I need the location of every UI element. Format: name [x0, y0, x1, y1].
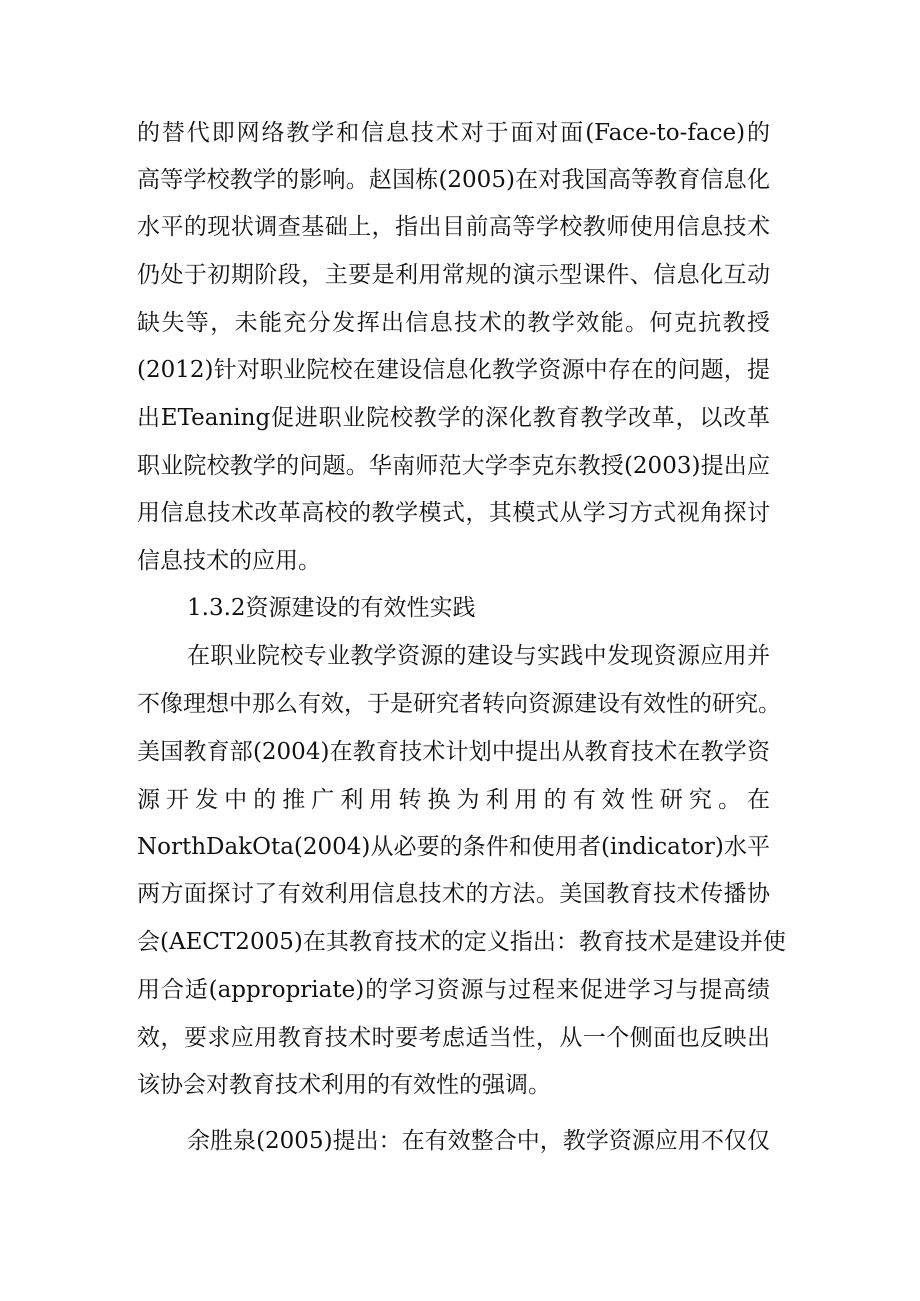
text-line: 水平的现状调查基础上，指出目前高等学校教师使用信息技术 — [137, 214, 770, 240]
text-line: 两方面探讨了有效利用信息技术的方法。美国教育技术传播协 — [137, 881, 770, 907]
text-line: 信息技术的应用。 — [137, 548, 321, 574]
section-heading: 1.3.2资源建设的有效性实践 — [187, 595, 476, 621]
text-line: 该协会对教育技术利用的有效性的强调。 — [137, 1072, 551, 1098]
text-line: 缺失等，未能充分发挥出信息技术的教学效能。何克抗教授 — [137, 310, 770, 336]
text-line: 出ETeaning促进职业院校教学的深化教育教学改革，以改革 — [137, 405, 770, 431]
text-line: 高等学校教学的影响。赵国栋(2005)在对我国高等教育信息化 — [137, 167, 770, 193]
text-line: 余胜泉(2005)提出：在有效整合中，教学资源应用不仅仅 — [187, 1128, 770, 1154]
text-line: 用合适(appropriate)的学习资源与过程来促进学习与提高绩 — [137, 977, 770, 1003]
text-line: 源开发中的推广利用转换为利用的有效性研究。在 — [137, 787, 770, 813]
text-line: 效，要求应用教育技术时要考虑适当性，从一个侧面也反映出 — [137, 1025, 770, 1051]
text-line: 在职业院校专业教学资源的建设与实践中发现资源应用并 — [187, 643, 770, 669]
text-line: 会(AECT2005)在其教育技术的定义指出：教育技术是建设并使 — [137, 929, 786, 955]
text-line: 职业院校教学的问题。华南师范大学李克东教授(2003)提出应 — [137, 453, 770, 479]
text-line: 的替代即网络教学和信息技术对于面对面(Face-to-face)的 — [137, 120, 770, 146]
text-line: (2012)针对职业院校在建设信息化教学资源中存在的问题，提 — [137, 357, 770, 383]
text-line: 美国教育部(2004)在教育技术计划中提出从教育技术在教学资 — [137, 739, 770, 765]
text-line: NorthDakOta(2004)从必要的条件和使用者(indicator)水平 — [137, 834, 770, 860]
text-line: 仍处于初期阶段，主要是利用常规的演示型课件、信息化互动 — [137, 262, 770, 288]
text-line: 不像理想中那么有效，于是研究者转向资源建设有效性的研究。 — [137, 691, 781, 717]
text-line: 用信息技术改革高校的教学模式，其模式从学习方式视角探讨 — [137, 500, 770, 526]
